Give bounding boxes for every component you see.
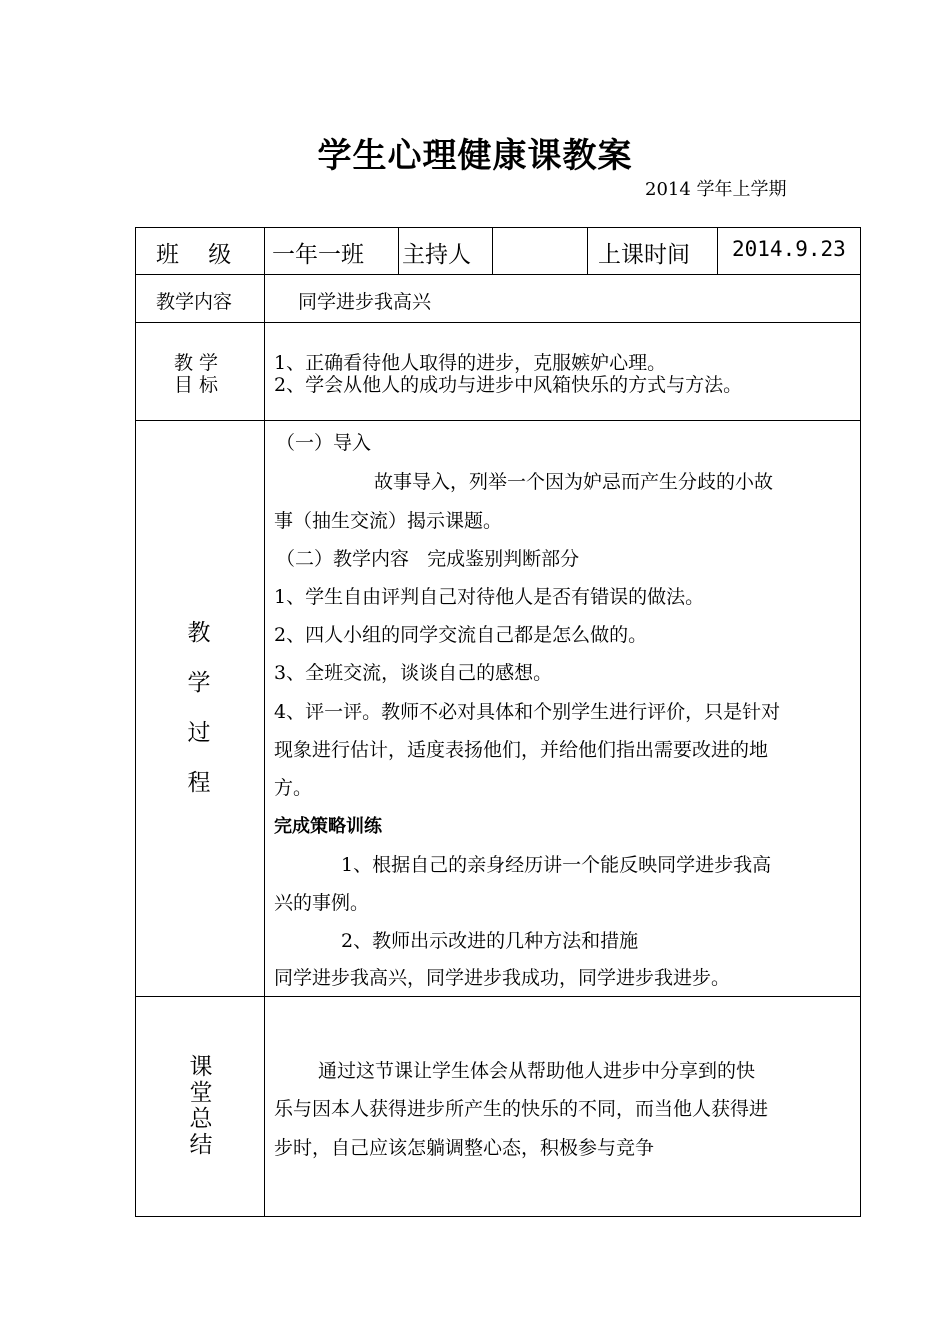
process-line: 现象进行估计，适度表扬他们，并给他们指出需要改进的地 — [274, 739, 769, 761]
header-cell-divider — [717, 228, 718, 274]
process-line: 4、评一评。教师不必对具体和个别学生进行评价，只是针对 — [274, 701, 781, 723]
row-divider — [136, 996, 860, 997]
process-label-char: 过 — [187, 720, 211, 746]
process-label-char: 教 — [187, 620, 211, 646]
header-cell-divider — [398, 228, 399, 274]
process-label — [184, 608, 214, 808]
process-line: 事（抽生交流）揭示课题。 — [274, 510, 503, 532]
goal-item: 1、正确看待他人取得的进步，克服嫉妒心理。 — [274, 352, 667, 374]
process-line: 方。 — [274, 777, 313, 799]
process-line: 2、教师出示改进的几种方法和措施 — [341, 930, 639, 952]
process-line: 2、四人小组的同学交流自己都是怎么做的。 — [274, 624, 648, 646]
goal-item: 2、学会从他人的成功与进步中风箱快乐的方式与方法。 — [274, 374, 743, 396]
class-label: 班 级 — [156, 242, 232, 268]
process-line: 3、全班交流，谈谈自己的感想。 — [274, 662, 553, 684]
process-line: 兴的事例。 — [274, 892, 370, 914]
content-value: 同学进步我高兴 — [298, 291, 432, 313]
summary-label-char: 总 — [189, 1106, 213, 1132]
class-value: 一年一班 — [272, 242, 364, 268]
process-line: （二）教学内容 完成鉴别判断部分 — [276, 548, 580, 570]
goal-label-line2: 目 标 — [174, 374, 219, 396]
summary-line: 通过这节课让学生体会从帮助他人进步中分享到的快 — [318, 1060, 756, 1082]
summary-label-char: 结 — [189, 1132, 213, 1158]
row-divider — [136, 274, 860, 275]
process-line: 1、根据自己的亲身经历讲一个能反映同学进步我高 — [341, 854, 772, 876]
page-title: 学生心理健康课教案 — [317, 136, 633, 176]
process-line: 故事导入，列举一个因为妒忌而产生分歧的小故 — [374, 471, 774, 493]
summary-label — [186, 1054, 216, 1158]
process-line: （一）导入 — [276, 432, 372, 454]
term-label: 2014 学年上学期 — [645, 179, 787, 200]
header-cell-divider — [492, 228, 493, 274]
process-heading: 完成策略训练 — [274, 816, 382, 837]
lesson-plan-table — [135, 227, 861, 1217]
summary-line: 乐与因本人获得进步所产生的快乐的不同，而当他人获得进 — [274, 1098, 769, 1120]
header-cell-divider — [587, 228, 588, 274]
row-divider — [136, 420, 860, 421]
host-label: 主持人 — [402, 242, 471, 268]
class-time-value: 2014.9.23 — [732, 237, 846, 261]
summary-label-char: 课 — [189, 1054, 213, 1080]
row-divider — [136, 322, 860, 323]
content-label: 教学内容 — [156, 291, 233, 313]
summary-label-char: 堂 — [189, 1080, 213, 1106]
class-time-label: 上课时间 — [598, 242, 690, 268]
process-label-char: 学 — [187, 670, 211, 696]
goal-label-line1: 教 学 — [174, 352, 219, 374]
process-line: 1、学生自由评判自己对待他人是否有错误的做法。 — [274, 586, 705, 608]
process-label-char: 程 — [187, 770, 211, 796]
summary-line: 步时，自己应该怎躺调整心态，积极参与竞争 — [274, 1137, 655, 1159]
process-line: 同学进步我高兴，同学进步我成功，同学进步我进步。 — [274, 967, 731, 989]
label-column-divider — [264, 228, 265, 1216]
